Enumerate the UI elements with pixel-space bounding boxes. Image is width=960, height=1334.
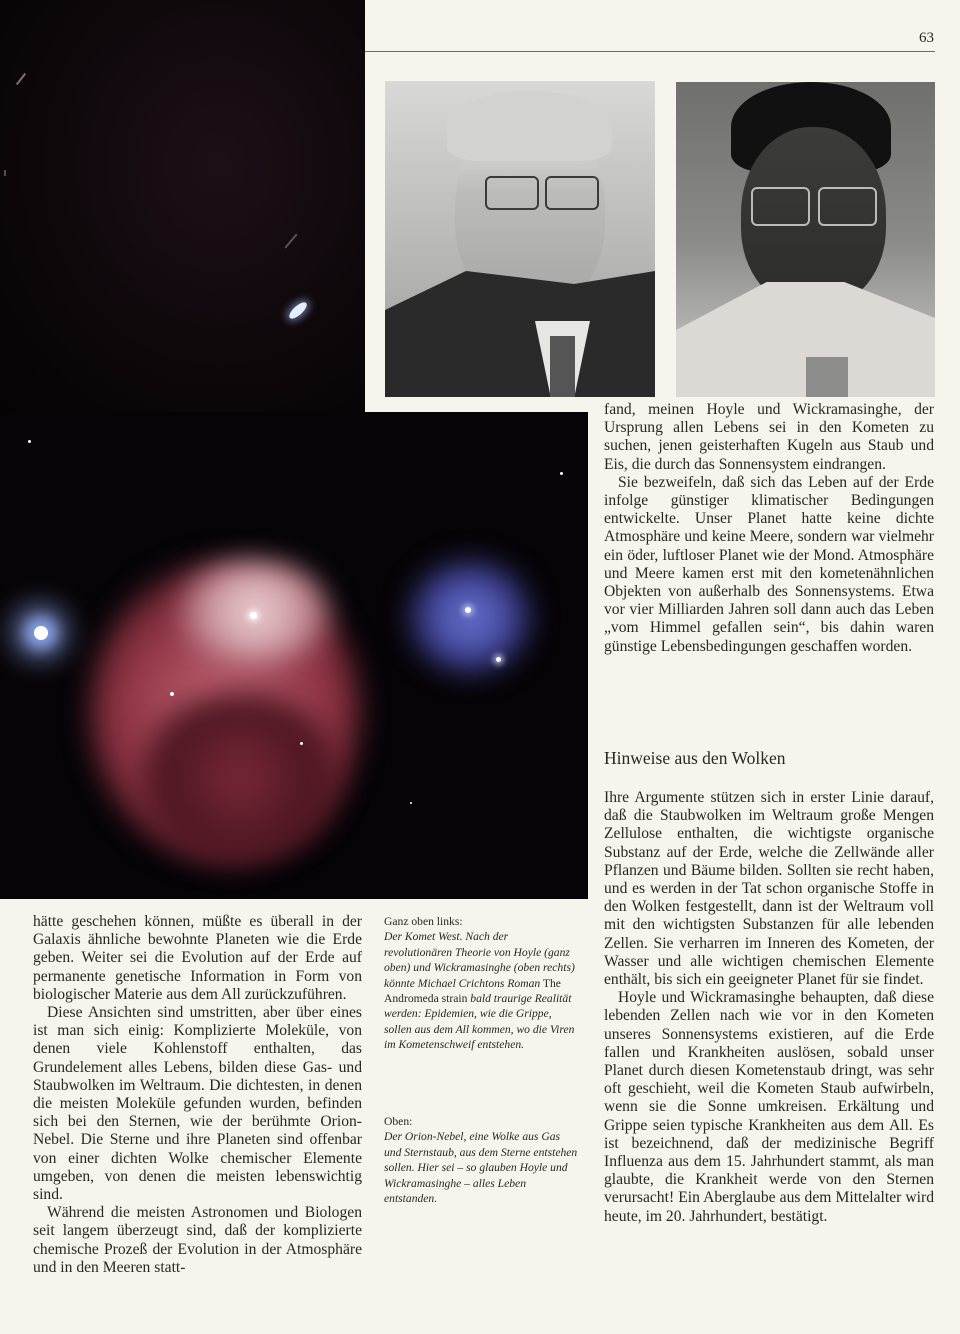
caption-text: Der Orion-Nebel, eine Wolke aus Gas und Sternstaub, aus dem Sterne entstehen sollen. Hier sei – so glauben Hoyle und Wickramasinghe – alles Leben entstanden. <box>384 1130 578 1206</box>
caption-text: bald traurige Realität werden: Epidemien, wie die Grippe, sollen aus dem All kommen, wo die Viren im Kometenschweif entstehen. <box>384 992 575 1052</box>
paragraph: fand, meinen Hoyle und Wickramasinghe, der Ursprung allen Lebens sei in den Kometen zu suchen, jenen geisterhaften Kugeln aus Staub und Eis, die durch das Sonnensystem eindrangen. <box>604 401 934 473</box>
left-column-text <box>33 913 362 1277</box>
portrait-wickramasinghe <box>676 82 935 397</box>
orion-nebula-photo <box>0 412 588 899</box>
comet-nucleus <box>287 300 309 321</box>
paragraph: Während die meisten Astronomen und Biologen seit langem überzeugt sind, daß der komplizierte chemische Prozeß der Evolution in der Atmosphäre und in den Meeren statt- <box>33 1204 362 1276</box>
right-column-bottom-text <box>604 789 934 1226</box>
page-number: 63 <box>919 30 934 46</box>
paragraph: Sie bezweifeln, daß sich das Leben auf der Erde infolge günstiger klimatischer Bedingungen entwickelte. Unser Planet hatte keine dichte Atmosphäre und keine Meere, sondern war vielmehr ein öder, luftloser Planet wie der Mond. Atmosphäre und Meere kamen erst mit den kometenähnlichen Objekten von außerhalb des Sonnensystems. Etwa vor vier Milliarden Jahren soll dann auch das Leben „vom Himmel gefallen sein“, bis dahin waren günstige Lebensbedingungen geschaffen worden. <box>604 473 934 655</box>
caption-nebula <box>384 1114 578 1206</box>
comet-west-photo <box>0 0 365 413</box>
caption-comet <box>384 914 578 1053</box>
portrait-hoyle <box>385 81 655 397</box>
header-rule <box>365 51 935 52</box>
paragraph: Ihre Argumente stützen sich in erster Linie darauf, daß die Staubwolken im Weltraum große Mengen Zellulose enthalten, die wichtigste organische Substanz auf der Erde, welche die Zellwände aller Pflanzen und Bäume bilden. Sollten sie recht haben, und es werden in der Tat schon organische Stoffe in den Wolken festgestellt, dann ist der Weltraum voll mit den wichtigsten Substanzen für alle lebenden Zellen. Sie verharren im Inneren des Kometen, der Wasser und alle wichtigen chemischen Elemente enthält, bis sich ein geeigneter Planet für sie findet. <box>604 789 934 989</box>
paragraph: hätte geschehen können, müßte es überall in der Galaxis ähnliche bewohnte Planeten wie die Erde geben. Weiter sei die Evolution auf der Erde auf permanente genetische Information in Form von biologischer Materie aus dem All zurückzuführen. <box>33 913 362 1003</box>
caption-head: Oben: <box>384 1115 413 1128</box>
caption-head: Ganz oben links: <box>384 915 463 928</box>
paragraph: Diese Ansichten sind umstritten, aber über eines ist man sich einig: Komplizierte Moleküle, von denen viele Kohlenstoff enthalten, das Grundelement alles Lebens, bilden diese Gas- und Staubwolken im Weltraum. Die dichtesten, in denen die meisten Moleküle gefunden wurden, befinden sich bei den Sternen, wie der berühmte Orion-Nebel. Die Sterne und ihre Planeten sind offenbar von einer dichten Wolke chemischer Elemente umgeben, von denen die meisten lebenswichtig sind. <box>33 1004 362 1204</box>
caption-text: Der Komet West. Nach der revolutionären Theorie von Hoyle (ganz oben) und Wickramasinghe (oben rechts) könnte Michael Crichtons Roman <box>384 930 575 990</box>
caption-book-title: The Andromeda strain <box>384 976 561 1006</box>
section-heading: Hinweise aus den Wolken <box>604 748 786 768</box>
paragraph: Hoyle und Wickramasinghe behaupten, daß diese lebenden Zellen nach wie vor in den Kometen unseres Sonnensystems existieren, auf die Erde fallen und Krankheiten auslösen, sobald unser Planet durch diesen Kometenstaub dringt, was sehr oft geschieht, weil die Kometen Staub aufwirbeln, wenn sie die Sonne umkreisen. Erkältung und Grippe seien typische Krankheiten aus dem All. Es ist bezeichnend, daß der medizinische Begriff Influenza aus dem 15. Jahrhundert stammt, als man glaubte, die Krankheit werde von den Sternen verursacht! Ein Aberglaube aus dem Mittelalter wird heute, im 20. Jahrhundert, bestätigt. <box>604 989 934 1225</box>
right-column-top-text <box>604 401 934 656</box>
